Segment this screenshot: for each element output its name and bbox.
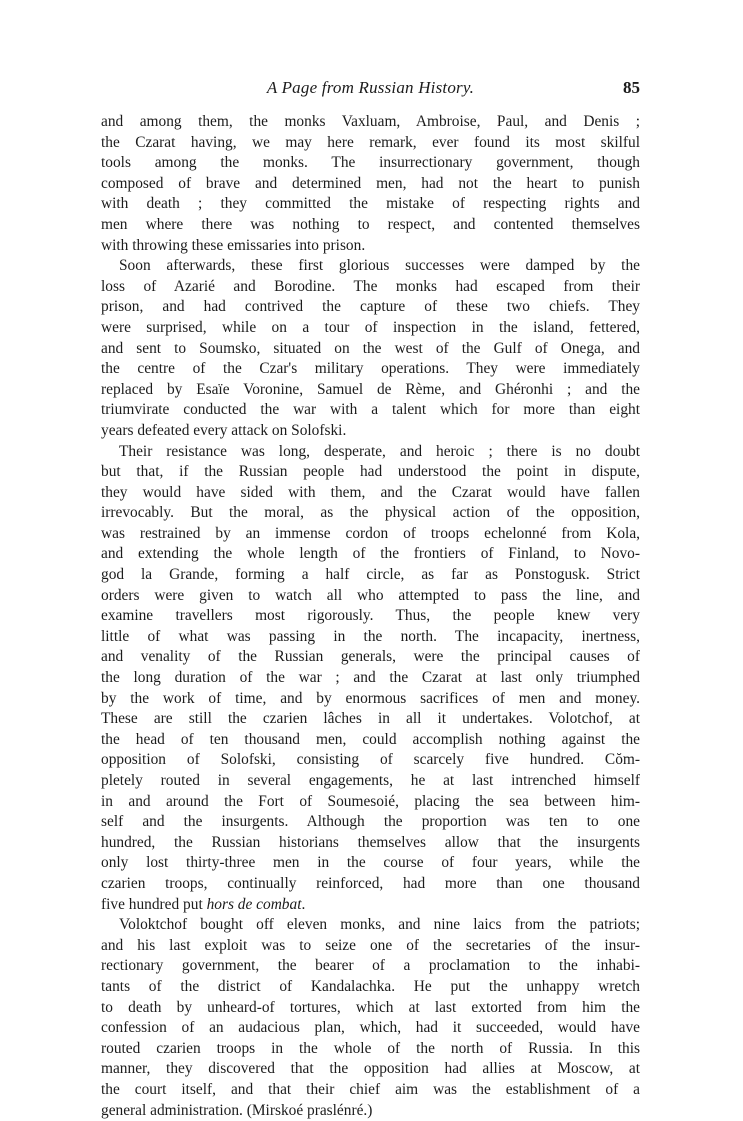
paragraph: [101, 112, 640, 256]
text-line: and sent to Soumsko, situated on the west of the Gulf of Onega, and: [101, 339, 640, 360]
text-line: opposition of Solofski, consisting of scarcely five hundred. Cŏm-: [101, 750, 640, 771]
text-line: general administration. (Mirskoé praslénré.): [101, 1101, 640, 1121]
italic-phrase: hors de combat: [207, 896, 302, 913]
text-line: to death by unheard-of tortures, which at last extorted from him the: [101, 998, 640, 1019]
page: [101, 78, 640, 1121]
text-line: tools among the monks. The insurrectionary government, though: [101, 153, 640, 174]
text-line: These are still the czarien lâches in all it undertakes. Volotchof, at: [101, 709, 640, 730]
text-line: prison, and had contrived the capture of these two chiefs. They: [101, 297, 640, 318]
text-line: self and the insurgents. Although the proportion was ten to one: [101, 812, 640, 833]
text-line: composed of brave and determined men, had not the heart to punish: [101, 174, 640, 195]
text-line: orders were given to watch all who attempted to pass the line, and: [101, 586, 640, 607]
page-header: [101, 78, 640, 104]
text-line: only lost thirty-three men in the course of four years, while the: [101, 853, 640, 874]
text-line: triumvirate conducted the war with a talent which for more than eight: [101, 400, 640, 421]
text-line: and extending the whole length of the frontiers of Finland, to Novo-: [101, 544, 640, 565]
text-line: manner, they discovered that the opposition had allies at Moscow, at: [101, 1059, 640, 1080]
text-line: the long duration of the war ; and the Czarat at last only triumphed: [101, 668, 640, 689]
text-line: in and around the Fort of Soumesoié, placing the sea between him-: [101, 792, 640, 813]
text-line: god la Grande, forming a half circle, as far as Ponstogusk. Strict: [101, 565, 640, 586]
text-line: and among them, the monks Vaxluam, Ambroise, Paul, and Denis ;: [101, 112, 640, 133]
text-line: Their resistance was long, desperate, and heroic ; there is no doubt: [101, 442, 640, 463]
text-line: they would have sided with them, and the Czarat would have fallen: [101, 483, 640, 504]
text-line: rectionary government, the bearer of a proclamation to the inhabi-: [101, 956, 640, 977]
text-line: replaced by Esaïe Voronine, Samuel de Rème, and Ghéronhi ; and the: [101, 380, 640, 401]
text-line: the centre of the Czar's military operations. They were immediately: [101, 359, 640, 380]
text-line: five hundred put hors de combat.: [101, 895, 640, 916]
text-line: and venality of the Russian generals, were the principal causes of: [101, 647, 640, 668]
text-line: confession of an audacious plan, which, had it succeeded, would have: [101, 1018, 640, 1039]
running-title: A Page from Russian History.: [101, 78, 640, 98]
text-line: examine travellers most rigorously. Thus, the people knew very: [101, 606, 640, 627]
body-text: [101, 112, 640, 1121]
text-line: by the work of time, and by enormous sacrifices of men and money.: [101, 689, 640, 710]
paragraph: [101, 915, 640, 1121]
text-line: irrevocably. But the moral, as the physical action of the opposition,: [101, 503, 640, 524]
text-line: czarien troops, continually reinforced, had more than one thousand: [101, 874, 640, 895]
text-line: men where there was nothing to respect, and contented themselves: [101, 215, 640, 236]
text-line: but that, if the Russian people had understood the point in dispute,: [101, 462, 640, 483]
text-line: with death ; they committed the mistake of respecting rights and: [101, 194, 640, 215]
paragraph: [101, 256, 640, 441]
text-line: hundred, the Russian historians themselves allow that the insurgents: [101, 833, 640, 854]
text-line: little of what was passing in the north. The incapacity, inertness,: [101, 627, 640, 648]
text-line: Voloktchof bought off eleven monks, and nine laics from the patriots;: [101, 915, 640, 936]
text-line: were surprised, while on a tour of inspection in the island, fettered,: [101, 318, 640, 339]
text-line: and his last exploit was to seize one of the secretaries of the insur-: [101, 936, 640, 957]
text-line: Soon afterwards, these first glorious successes were damped by the: [101, 256, 640, 277]
text-line: tants of the district of Kandalachka. He put the unhappy wretch: [101, 977, 640, 998]
text-line: years defeated every attack on Solofski.: [101, 421, 640, 442]
text-line: was restrained by an immense cordon of troops echelonné from Kola,: [101, 524, 640, 545]
text-line: routed czarien troops in the whole of the north of Russia. In this: [101, 1039, 640, 1060]
text-line: pletely routed in several engagements, he at last intrenched himself: [101, 771, 640, 792]
text-line: the Czarat having, we may here remark, ever found its most skilful: [101, 133, 640, 154]
text-line: the court itself, and that their chief aim was the establishment of a: [101, 1080, 640, 1101]
paragraph: [101, 442, 640, 916]
text-line: loss of Azarié and Borodine. The monks had escaped from their: [101, 277, 640, 298]
page-number: 85: [623, 78, 640, 98]
text-line: the head of ten thousand men, could accomplish nothing against the: [101, 730, 640, 751]
text-line: with throwing these emissaries into prison.: [101, 236, 640, 257]
